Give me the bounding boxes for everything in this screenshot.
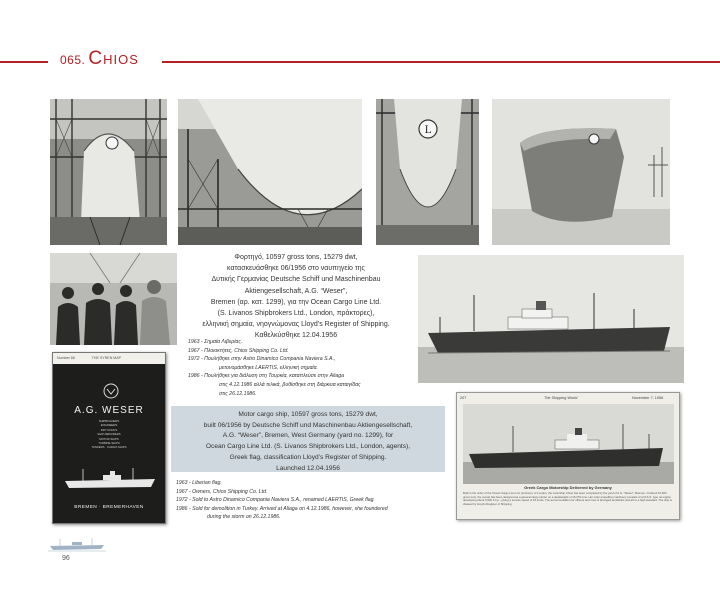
clipping-title: Greek Cargo Motorship Delivered by Germany — [524, 485, 612, 490]
caption-english-line: A.G. “Weser”, Bremen, West Germany (yard no. 1299), for — [222, 432, 394, 440]
caption-greek-line: ελληνική σημαία, νηογνώμονας Lloyd’s Register of Shipping. — [202, 321, 390, 329]
ad-ship-illustration — [63, 465, 157, 491]
caption-english-line: Ocean Cargo Line Ltd. (S. Livanos Shipbrokers Ltd., London, agents), — [205, 443, 411, 451]
ad-location: BREMEN · BREMERHAVEN — [74, 505, 144, 510]
history-english-line: 1986 - Sold for demolition in Turkey. Arrived at Aliaga on 4.12.1986, however, she foundered — [176, 505, 388, 512]
weser-emblem-icon — [103, 383, 119, 399]
header-rule-left — [0, 61, 48, 63]
caption-english-line: Motor cargo ship, 10597 gross tons, 15279 dwt, — [238, 411, 378, 418]
caption-greek-line: Φορτηγό, 10597 gross tons, 15279 dwt, — [234, 254, 358, 261]
caption-greek-line: Καθελκύσθηκε 12.04.1956 — [254, 332, 338, 340]
svg-text:L: L — [424, 125, 432, 136]
history-greek-line: 1967 - Πλοιοκτήτες, Chios Shipping Co. Ltd. — [188, 347, 289, 354]
ad-top-left: Number 68 — [57, 356, 75, 360]
caption-english-line: built 06/1956 by Deutsche Schiff und Maschinenbau Aktiengesellschaft, — [203, 421, 413, 429]
caption-english-line: Launched 12.04.1956 — [276, 464, 340, 472]
ad-service-line: TURBINE SHIPS — [98, 441, 120, 446]
history-greek-line: στις 4.12.1986 αλλά τελικά, βυθίσθηκε στη διάρκεια καταιγίδας — [219, 381, 361, 388]
ad-service-line: MOTOR SHIPS — [99, 436, 119, 441]
caption-greek-line: Aktiengesellschaft, A.G. “Weser”, — [244, 287, 348, 295]
history-greek-line: 1972 - Πουλήθηκε στην Astro Dinamico Compania Naviera S.A., — [188, 356, 336, 363]
history-greek-line: μετονομάσθηκε LAERTIS, ελληνική σημαία. — [219, 364, 318, 371]
clipping-page: 207 — [460, 396, 467, 400]
caption-greek-line: Bremen (αρ. κατ. 1299), για την Ocean Cargo Line Ltd. — [210, 298, 382, 306]
clipping-publication: The Shipping World — [544, 396, 578, 400]
history-english — [176, 479, 388, 522]
photo-ship-at-sea — [418, 255, 684, 383]
ad-service-line: DRY DOCKS — [100, 427, 118, 432]
weser-advertisement — [52, 352, 166, 524]
history-english-line: 1967 - Owners, Chios Shipping Co. Ltd. — [176, 488, 268, 495]
ad-service-line: SHIP REPAIRERS — [97, 432, 121, 437]
caption-english — [171, 410, 445, 474]
history-english-line: 1972 - Sold to Astro Dinamico Compania Naviera S.A., renamed LAERTIS, Greek flag. — [176, 497, 375, 504]
ad-top-right: THE SYREN MAP — [91, 356, 122, 360]
section-heading — [60, 48, 139, 70]
photo-bow-emblem — [376, 99, 479, 245]
ad-title: A.G. WESER — [74, 405, 144, 416]
caption-greek — [186, 252, 406, 342]
history-english-line: 1963 - Liberian flag. — [176, 480, 222, 486]
caption-greek-line: κατασκευάσθηκε 06/1956 στο ναυπηγείο της — [227, 265, 365, 273]
photo-ship-launch — [492, 99, 670, 245]
caption-greek-line: (S. Livanos Shipbrokers Ltd., London, πράκτορες), — [217, 310, 375, 318]
clipping-body: Built to the order of the Ocean Cargo Line Ltd. (Livanos), of London, the motorship Chios has been completed by the yard of A.G. "Weser", Bremen. Of about 10,600 gross tons, the vessel has been designed as a general cargo carrier on a deadweight of 15,279 tons. Her main propelling machinery consists of a M.A.N. type oil engine developing about 6,900 b.h.p., giving a service speed of 15 knots. The accommodation for officers and crew is arranged amidships and aft to a high standard. The ship is classed by Lloyd's Register of Shipping. — [463, 492, 672, 506]
newspaper-clipping — [456, 392, 680, 520]
ad-service-line: ENGINEERS — [100, 423, 118, 428]
section-number: 065. — [60, 53, 86, 67]
ad-header-bar — [53, 353, 165, 364]
photo-hull-bow-dock — [178, 99, 362, 245]
ad-service-lines — [53, 419, 165, 450]
history-english-line: during the storm on 26.12.1986. — [207, 514, 281, 521]
history-greek-line: 1963 - Σημαία Λιβερίας. — [188, 339, 243, 345]
caption-greek-line: Δυτικής Γερμανίας Deutsche Schiff und Maschinenbau — [211, 276, 381, 284]
footer-ship-icon — [48, 536, 106, 552]
ad-service-line: TANKERS · CARGO SHIPS — [91, 445, 127, 450]
history-greek — [188, 338, 361, 398]
section-title: Chios — [88, 48, 139, 69]
header-rule-right — [162, 61, 720, 63]
clipping-ship-photo — [463, 404, 674, 484]
history-greek-line: 1986 - Πουλήθηκε για διάλυση στη Τουρκία, καταπλεύσε στην Aliaga — [188, 373, 345, 380]
caption-english-line: Greek flag, classification Lloyd’s Register of Shipping. — [229, 453, 387, 461]
history-greek-line: στις 26.12.1986. — [219, 390, 257, 397]
page-number: 96 — [62, 555, 70, 562]
photo-launch-ceremony — [50, 253, 177, 345]
photo-construction-yard — [50, 99, 167, 245]
clipping-date: November 7, 1956 — [632, 396, 664, 400]
ad-service-line: SHIPBUILDERS — [98, 419, 120, 423]
